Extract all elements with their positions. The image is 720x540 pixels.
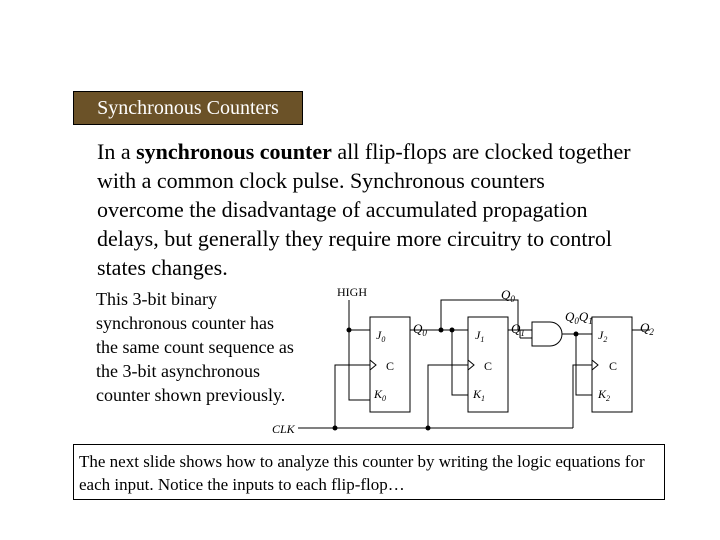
svg-text:Q1 — [511, 321, 525, 338]
junction-dot — [333, 426, 338, 431]
ff1-q-label: Q — [511, 321, 521, 336]
ff1-j-sub: 1 — [480, 335, 485, 344]
junction-dot — [347, 328, 352, 333]
and-gate — [532, 322, 562, 346]
svg-text:Q2 — [640, 320, 654, 337]
ff1-k-sub: 1 — [481, 394, 486, 403]
q0-top-sub: 0 — [510, 294, 515, 304]
and-out-q0: Q — [565, 309, 575, 324]
ff0-j-label: J — [376, 328, 382, 342]
ff2-c-label: C — [609, 359, 618, 373]
q0-to-k1 — [452, 330, 468, 395]
junction-dot — [574, 332, 579, 337]
svg-text:Q0 — [413, 321, 427, 338]
svg-text:Q0 — [501, 287, 515, 304]
ff2-k-label: K — [598, 387, 607, 401]
clk-ff1 — [428, 365, 468, 428]
svg-text:Q0Q1 — [565, 309, 593, 326]
clk-ff0 — [335, 365, 370, 428]
ff2-q-sub: 2 — [649, 327, 654, 337]
ff1-k-label: K — [473, 387, 482, 401]
intro-part2: all flip-flops are clocked together with a common clock pulse. Synchronous counters overcome the disadvantage of accumulated propagation delays, but generally they require more circuitry to control states changes. — [97, 139, 631, 280]
ff0-q-sub: 0 — [422, 328, 427, 338]
next-slide-note — [73, 444, 665, 500]
high-label: HIGH — [337, 285, 367, 299]
and-out-q1: Q — [578, 309, 589, 324]
ff0-k-label: K — [374, 387, 383, 401]
ff2-k-sub: 2 — [606, 394, 611, 403]
ff2-j-sub: 2 — [603, 335, 608, 344]
ff1-j-label: J — [475, 328, 481, 342]
junction-dot — [426, 426, 431, 431]
ff0-k-sub: 0 — [382, 394, 387, 403]
junction-dot — [450, 328, 455, 333]
junction-dot — [439, 328, 444, 333]
ff0-j-sub: 0 — [381, 335, 386, 344]
ff0-c-label: C — [386, 359, 395, 373]
ff0-q-label: Q — [413, 321, 423, 336]
counter-description: This 3-bit binary synchronous counter has the same count sequence as the 3-bit asynchronous counter shown previously. — [96, 289, 294, 405]
next-slide-note-text: The next slide shows how to analyze this counter by writing the logic equations for each input. Notice the inputs to each flip-flop… — [79, 452, 645, 494]
ff2-j-label: J — [598, 328, 604, 342]
slide-title-text: Synchronous Counters — [97, 96, 279, 119]
intro-part1: In a — [97, 139, 137, 164]
and-out-q0-sub: 0 — [574, 316, 579, 326]
clk-label: CLK — [272, 422, 295, 436]
q0-top-label: Q — [501, 287, 511, 302]
ff2-q-label: Q — [640, 320, 650, 335]
and-out-q1-sub: 1 — [588, 316, 593, 326]
ff1-c-label: C — [484, 359, 493, 373]
ff1-q-sub: 1 — [520, 328, 525, 338]
intro-bold-term: synchronous counter — [136, 139, 332, 164]
high-line — [349, 300, 370, 400]
